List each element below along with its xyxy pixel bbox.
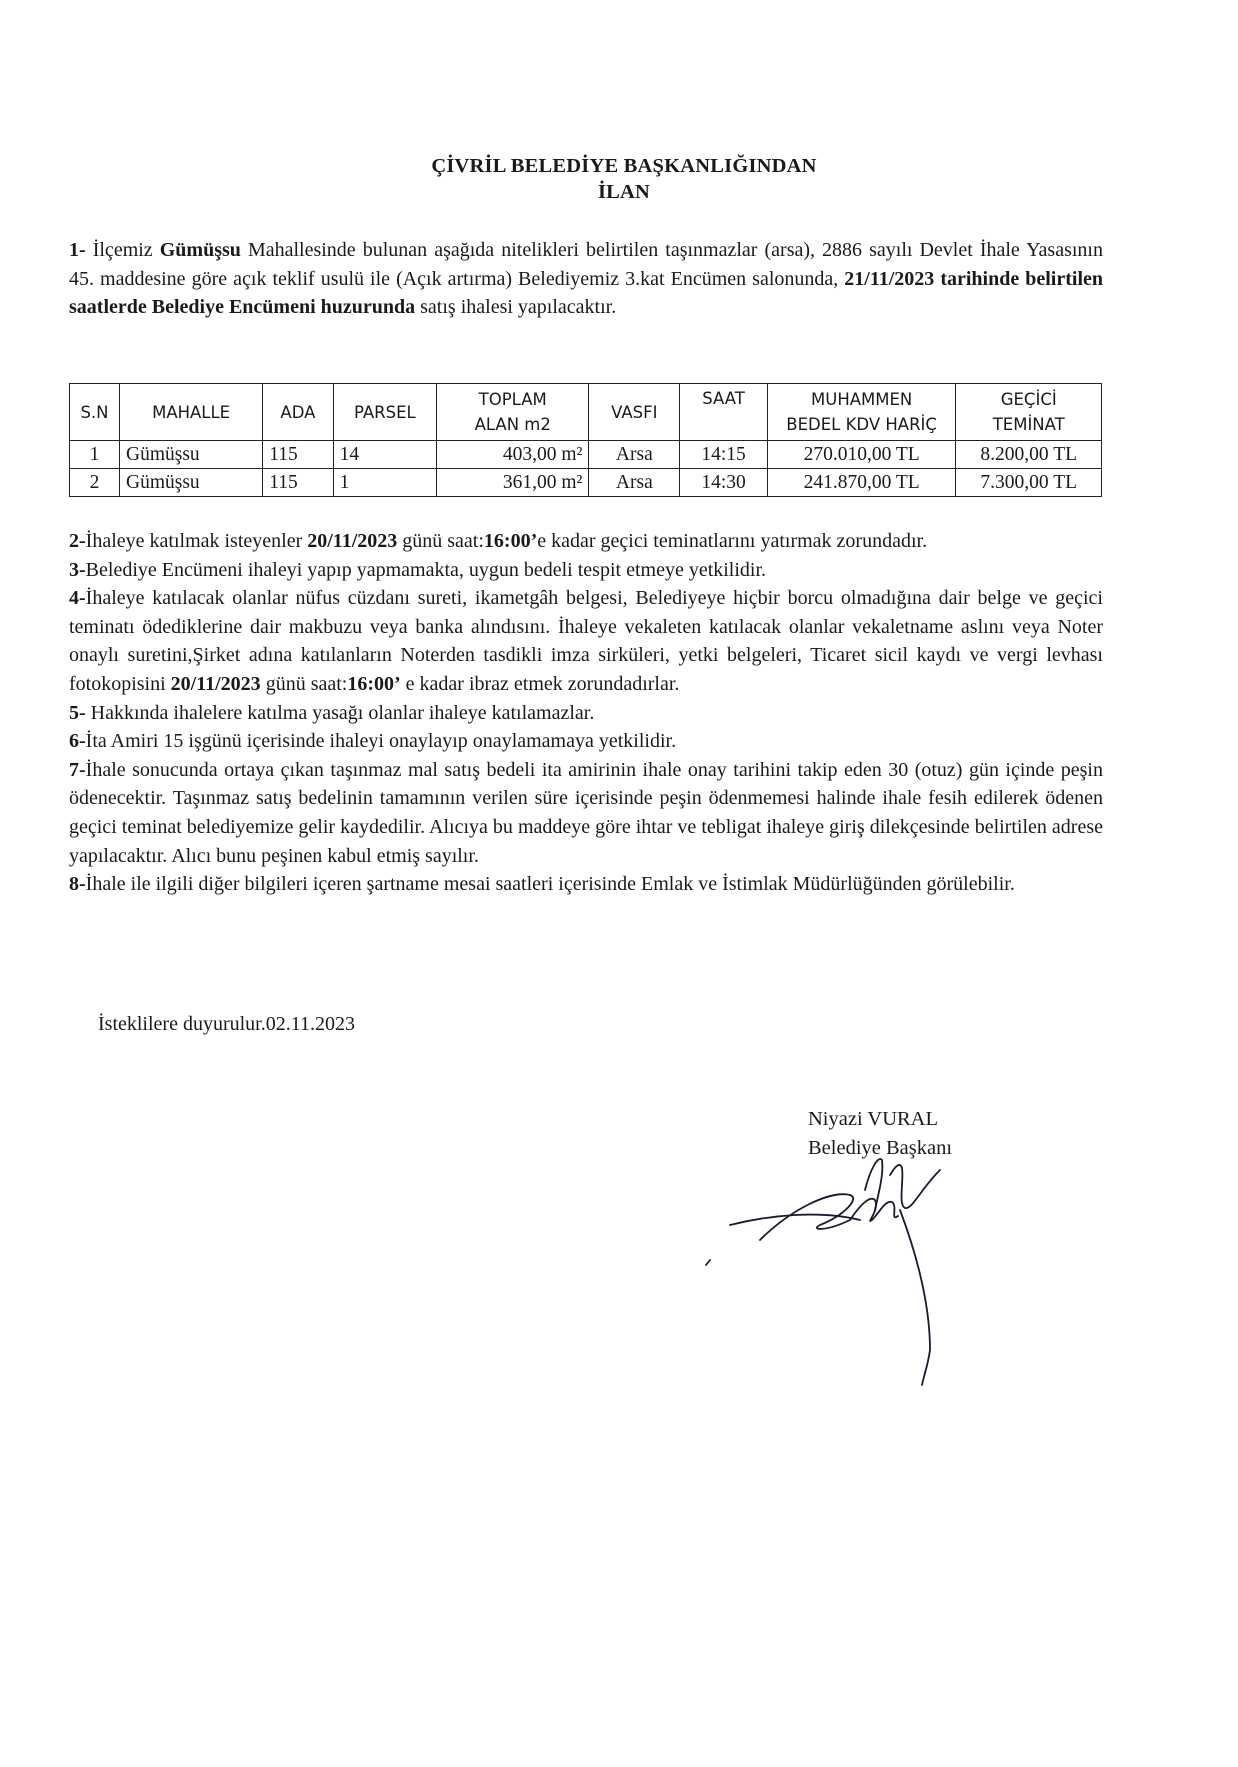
property-table <box>69 383 1102 497</box>
cell-bedel: 241.870,00 TL <box>767 469 956 497</box>
auction-date-statement: 21/11/2023 tarihinde belirtilen saatlerde Belediye Encümeni huzurunda <box>69 267 1103 318</box>
header-parsel: PARSEL <box>333 384 436 441</box>
condition-item-3 <box>69 556 1103 585</box>
deadline-time: 16:00’ <box>347 672 401 695</box>
item-text: İta Amiri 15 işgünü içerisinde ihaleyi onaylayıp onaylamamaya yetkilidir. <box>85 730 677 753</box>
cell-saat: 14:15 <box>680 441 768 469</box>
item-text: e kadar geçici teminatlarını yatırmak zorundadır. <box>537 530 928 552</box>
condition-item-8 <box>69 870 1103 899</box>
cell-ada: 115 <box>263 441 333 469</box>
cell-mahalle: Gümüşsu <box>120 469 263 497</box>
item-text: e kadar ibraz etmek zorundadırlar. <box>400 672 680 695</box>
item-number: 4- <box>69 587 86 610</box>
header-toplam-alan <box>437 384 589 441</box>
cell-sn: 2 <box>70 469 120 497</box>
condition-item-2 <box>69 527 1103 556</box>
header-line: MUHAMMEN <box>811 390 913 409</box>
deadline-date: 20/11/2023 <box>170 672 261 695</box>
item-number: 8- <box>69 873 86 896</box>
item-number: 5- <box>69 701 86 724</box>
intro-text: Mahallesinde bulunan aşağıda nitelikleri belirtilen taşınmazlar (arsa), 2886 sayılı Devlet İhale Yasasının 45. maddesine göre açık teklif usulü ile (Açık artırma) Belediyemiz 3.kat Encümen salonunda, <box>69 239 1103 290</box>
header-muhammen-bedel <box>767 384 956 441</box>
handwritten-signature <box>700 1150 1000 1390</box>
header-saat: SAAT <box>680 384 768 441</box>
cell-vasfi: Arsa <box>589 469 680 497</box>
cell-vasfi: Arsa <box>589 441 680 469</box>
cell-parsel: 1 <box>333 469 436 497</box>
item-text: İhaleye katılacak olanlar nüfus cüzdanı sureti, ikametgâh belgesi, Belediyeye hiçbir borcu olmadığına dair belge ve geçici teminatı ödediklerine dair makbuzu veya banka alındısını. İhaleye vekaleten katılacak olanlar vekaletname aslını veya Noter onaylı suretini,Şirket adına katılanların Noterden tasdikli imza sirküleri, yetki belgeleri, Ticaret sicil kaydı ve vergi levhası fotokopisini <box>69 587 1103 695</box>
header-line: ALAN m2 <box>474 415 551 434</box>
signer-name: Niyazi VURAL <box>808 1108 939 1130</box>
item-text: İhaleye katılmak isteyenler <box>85 530 308 552</box>
item-number: 3- <box>69 558 86 581</box>
item-number: 6- <box>69 730 86 753</box>
deadline-date: 20/11/2023 <box>307 530 398 552</box>
cell-ada: 115 <box>263 469 333 497</box>
cell-mahalle: Gümüşsu <box>120 441 263 469</box>
deadline-time: 16:00’ <box>483 530 538 552</box>
intro-text: satış ihalesi yapılacaktır. <box>415 296 617 318</box>
item-number: 1- <box>69 239 86 261</box>
condition-item-6 <box>69 727 1103 756</box>
table-row <box>70 469 1102 497</box>
document-type-title: İLAN <box>597 181 651 203</box>
condition-item-5 <box>69 699 1103 728</box>
item-text: İhale ile ilgili diğer bilgileri içeren şartname mesai saatleri içerisinde Emlak ve İstimlak Müdürlüğünden görülebilir. <box>85 873 1015 896</box>
cell-teminat: 8.200,00 TL <box>956 441 1102 469</box>
intro-paragraph <box>69 236 1103 322</box>
item-text: İhale sonucunda ortaya çıkan taşınmaz mal satış bedeli ita amirinin ihale onay tarihini takip eden 30 (otuz) gün içinde peşin ödenecektir. Taşınmaz satış bedelinin tamamının verilen süre içerisinde peşin ödenmemesi halinde ihale fesih edilerek ödenen geçici teminat belediyemize gelir kaydedilir. Alıcıya bu maddeye göre ihtar ve tebligat ihaleye giriş dilekçesinde belirtilen adrese yapılacaktır. Alıcı bunu peşinen kabul etmiş sayılır. <box>69 758 1103 867</box>
item-text: Belediye Encümeni ihaleyi yapıp yapmamakta, uygun bedeli tespit etmeye yetkilidir. <box>85 558 767 581</box>
header-line: TEMİNAT <box>992 415 1065 434</box>
header-line: BEDEL KDV HARİÇ <box>786 415 937 434</box>
cell-sn: 1 <box>70 441 120 469</box>
closing-line: İsteklilere duyurulur.02.11.2023 <box>98 1013 355 1035</box>
item-number: 7- <box>69 758 86 781</box>
header-line: TOPLAM <box>478 390 547 409</box>
item-text: Hakkında ihalelere katılma yasağı olanlar ihaleye katılamazlar. <box>85 701 595 724</box>
neighbourhood-name: Gümüşsu <box>159 239 241 261</box>
item-text: günü saat: <box>260 672 348 695</box>
header-sn: S.N <box>70 384 120 441</box>
authority-title: ÇİVRİL BELEDİYE BAŞKANLIĞINDAN <box>431 155 817 177</box>
header-ada: ADA <box>263 384 333 441</box>
cell-parsel: 14 <box>333 441 436 469</box>
conditions-list <box>69 527 1103 899</box>
table-row <box>70 441 1102 469</box>
signer-title: Belediye Başkanı <box>808 1137 953 1159</box>
header-gecici-teminat <box>956 384 1102 441</box>
condition-item-7 <box>69 756 1103 870</box>
cell-saat: 14:30 <box>680 469 768 497</box>
intro-text: İlçemiz <box>85 239 160 261</box>
header-line: GEÇİCİ <box>1000 390 1057 409</box>
cell-alan: 361,00 m² <box>437 469 589 497</box>
condition-item-4 <box>69 584 1103 698</box>
table-header-row <box>70 384 1102 441</box>
cell-alan: 403,00 m² <box>437 441 589 469</box>
item-text: günü saat: <box>397 530 484 552</box>
item-number: 2- <box>69 530 86 552</box>
cell-bedel: 270.010,00 TL <box>767 441 956 469</box>
header-mahalle: MAHALLE <box>120 384 263 441</box>
cell-teminat: 7.300,00 TL <box>956 469 1102 497</box>
header-vasfi: VASFI <box>589 384 680 441</box>
